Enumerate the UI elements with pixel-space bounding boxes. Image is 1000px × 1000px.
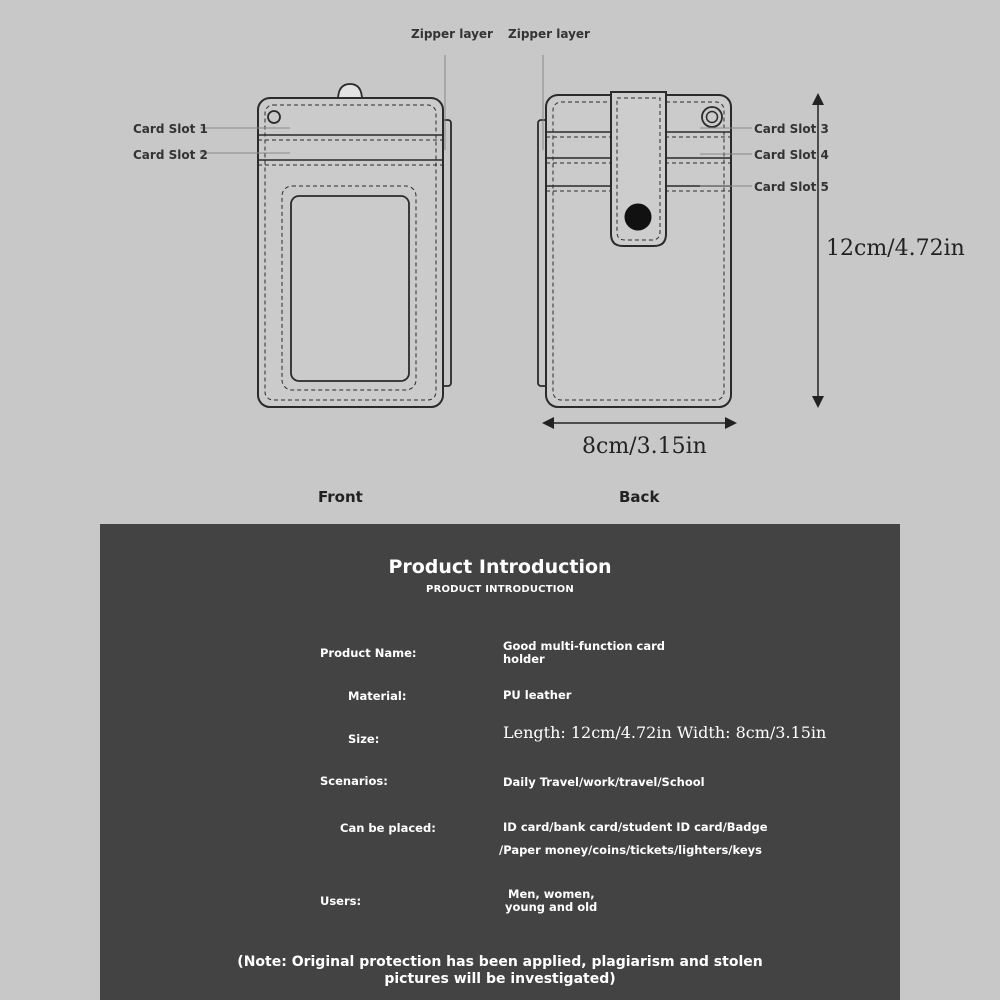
product-introduction-panel: [100, 524, 900, 1000]
key-product-name: Product Name:: [320, 646, 417, 660]
copyright-note: [100, 954, 900, 988]
back-caption: Back: [619, 488, 660, 506]
key-users: Users:: [320, 894, 362, 908]
value-users-line1: Men, women,: [508, 887, 595, 901]
key-material: Material:: [348, 689, 407, 703]
key-can-be-placed: Can be placed:: [340, 821, 436, 835]
value-size: Length: 12cm/4.72in Width: 8cm/3.15in: [503, 723, 827, 742]
panel-subtitle: PRODUCT INTRODUCTION: [426, 584, 574, 595]
copyright-note-line2: pictures will be investigated): [384, 971, 616, 987]
height-dimension: 12cm/4.72in: [826, 236, 965, 261]
label-card-slot-1: Card Slot 1: [133, 122, 208, 136]
panel-title: Product Introduction: [388, 556, 612, 578]
label-card-slot-5: Card Slot 5: [754, 180, 829, 194]
back-view: [538, 92, 731, 407]
value-product-name: Good multi-function card holder: [503, 639, 666, 666]
value-material: PU leather: [503, 688, 572, 702]
snap-button: [625, 204, 651, 230]
label-card-slot-4: Card Slot 4: [754, 148, 829, 162]
label-zipper-layer-front: Zipper layer: [411, 27, 493, 41]
value-users-line2: young and old: [505, 900, 598, 914]
copyright-note-line1: (Note: Original protection has been applied, plagiarism and stolen: [237, 954, 763, 970]
value-scenarios: Daily Travel/work/travel/School: [503, 775, 705, 789]
label-card-slot-2: Card Slot 2: [133, 148, 208, 162]
value-can-be-placed-line2: /Paper money/coins/tickets/lighters/keys: [499, 843, 762, 857]
key-size: Size:: [348, 732, 380, 746]
width-dimension: 8cm/3.15in: [582, 434, 707, 459]
label-card-slot-3: Card Slot 3: [754, 122, 829, 136]
value-can-be-placed-line1: ID card/bank card/student ID card/Badge: [503, 820, 768, 834]
label-zipper-layer-back: Zipper layer: [508, 27, 590, 41]
front-caption: Front: [318, 488, 363, 506]
front-body: [258, 98, 443, 407]
key-scenarios: Scenarios:: [320, 774, 388, 788]
front-view: [258, 84, 451, 407]
